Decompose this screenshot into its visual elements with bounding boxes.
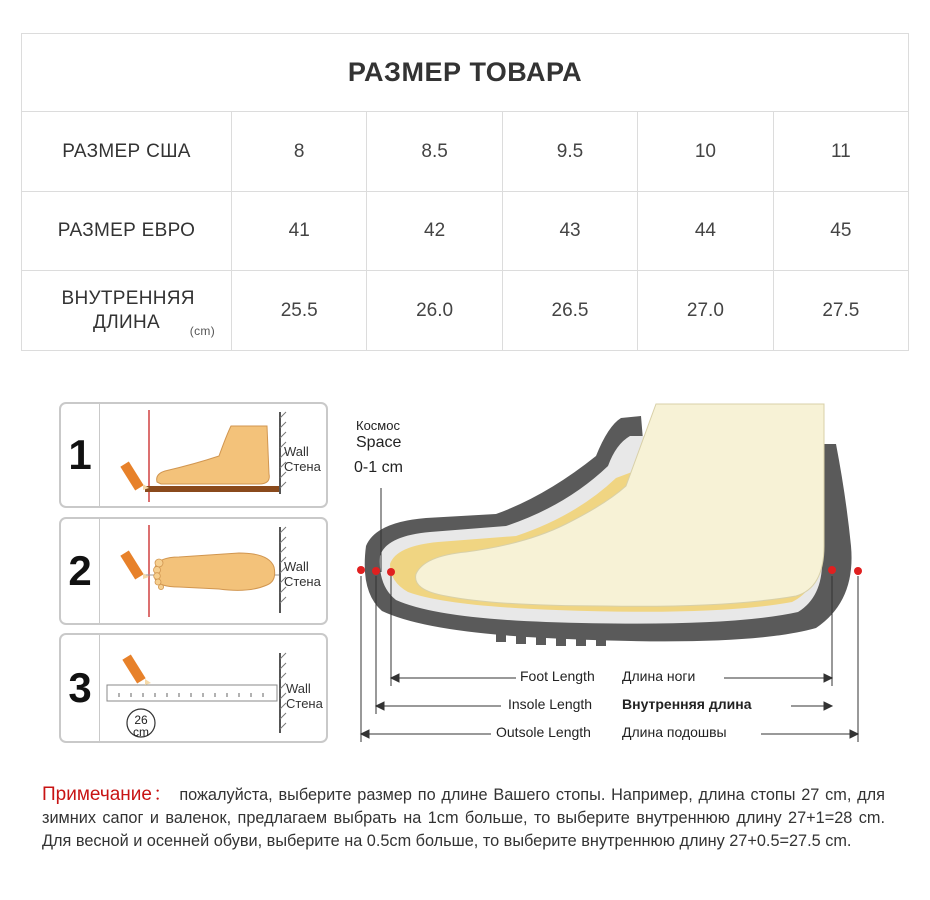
- wall-label-ru: Стена: [286, 696, 323, 711]
- step-panel-1: [59, 402, 328, 508]
- table-cell: 8.5: [367, 112, 502, 191]
- row-label-us-size: РАЗМЕР США: [22, 112, 232, 191]
- outsole-length-label-ru: Длина подошвы: [622, 724, 727, 740]
- table-cell: 26.5: [503, 271, 638, 351]
- size-table: [21, 33, 909, 351]
- space-label-en: Space: [356, 434, 402, 451]
- step-number: 3: [61, 635, 100, 741]
- table-row-insole-length: [22, 271, 908, 351]
- pencil-icon: [120, 550, 149, 579]
- sizing-note: [42, 783, 885, 853]
- step-number: 2: [61, 519, 100, 623]
- wall-label: [284, 559, 321, 589]
- shoe-cross-section-illustration: [346, 396, 876, 756]
- foot-top-icon: [155, 553, 275, 590]
- table-cell: 25.5: [232, 271, 367, 351]
- foot-length-label-en: Foot Length: [520, 668, 595, 684]
- outsole-length-label-en: Outsole Length: [496, 724, 591, 740]
- table-cell: 45: [830, 220, 852, 241]
- table-cell: 43: [503, 192, 638, 270]
- wall-label-en: Wall: [286, 681, 311, 696]
- measure-unit: cm: [133, 725, 149, 739]
- table-cell: 41: [232, 192, 367, 270]
- pencil-icon: [122, 654, 151, 685]
- unit-label: (cm): [189, 324, 215, 338]
- table-title: РАЗМЕР ТОВАРА: [22, 34, 908, 112]
- step-number: 1: [61, 404, 100, 506]
- shoe-diagram: [346, 396, 876, 756]
- wall-label-ru: Стена: [284, 574, 321, 589]
- table-cell: 11: [830, 140, 851, 162]
- table-cell: 8: [232, 112, 367, 191]
- insole-length-label-en: Insole Length: [508, 696, 593, 712]
- table-cell: 44: [638, 192, 773, 270]
- measure-value: 26: [134, 713, 148, 727]
- step-panel-3: [59, 633, 328, 743]
- table-cell: 27.0: [638, 271, 773, 351]
- note-label: Примечание：: [42, 784, 174, 805]
- table-cell: 26.0: [367, 271, 502, 351]
- measure-readout: [127, 714, 155, 738]
- row-label-insole-length: [22, 271, 232, 351]
- foot-length-label-ru: Длина ноги: [622, 668, 696, 684]
- wall-label: [284, 444, 321, 474]
- step-panel-2: [59, 517, 328, 625]
- table-cell: 27.5: [822, 300, 860, 321]
- pencil-icon: [120, 461, 149, 490]
- table-row-us-size: [22, 112, 908, 192]
- row-label-eu-size: РАЗМЕР ЕВРО: [22, 192, 232, 270]
- table-cell: 9.5: [503, 112, 638, 191]
- note-text: пожалуйста, выберите размер по длине Вашего стопы. Например, длина стопы 27 cm, для зимних сапог и валенок, предлагаем выбрать на 1cm больше, то выберите внутреннюю длину 27+1=28 cm. Для весной и осенней обуви, выберите на 0.5cm больше, то выберите внутреннюю длину 27+0.5=27.5 cm.: [42, 786, 885, 850]
- space-range: 0-1 cm: [354, 459, 403, 476]
- table-cell: 42: [367, 192, 502, 270]
- table-row-eu-size: [22, 192, 908, 271]
- wall-label-en: Wall: [284, 559, 309, 574]
- row-label-text: ВНУТРЕННЯЯ ДЛИНА: [61, 288, 195, 333]
- wall-label-en: Wall: [284, 444, 309, 459]
- wall-label-ru: Стена: [284, 459, 321, 474]
- foot-side-icon: [157, 426, 270, 484]
- insole-length-label-ru: Внутренняя длина: [622, 696, 752, 712]
- table-cell: 10: [638, 112, 773, 191]
- wall-label: [286, 681, 323, 711]
- space-label-ru: Космос: [356, 418, 400, 433]
